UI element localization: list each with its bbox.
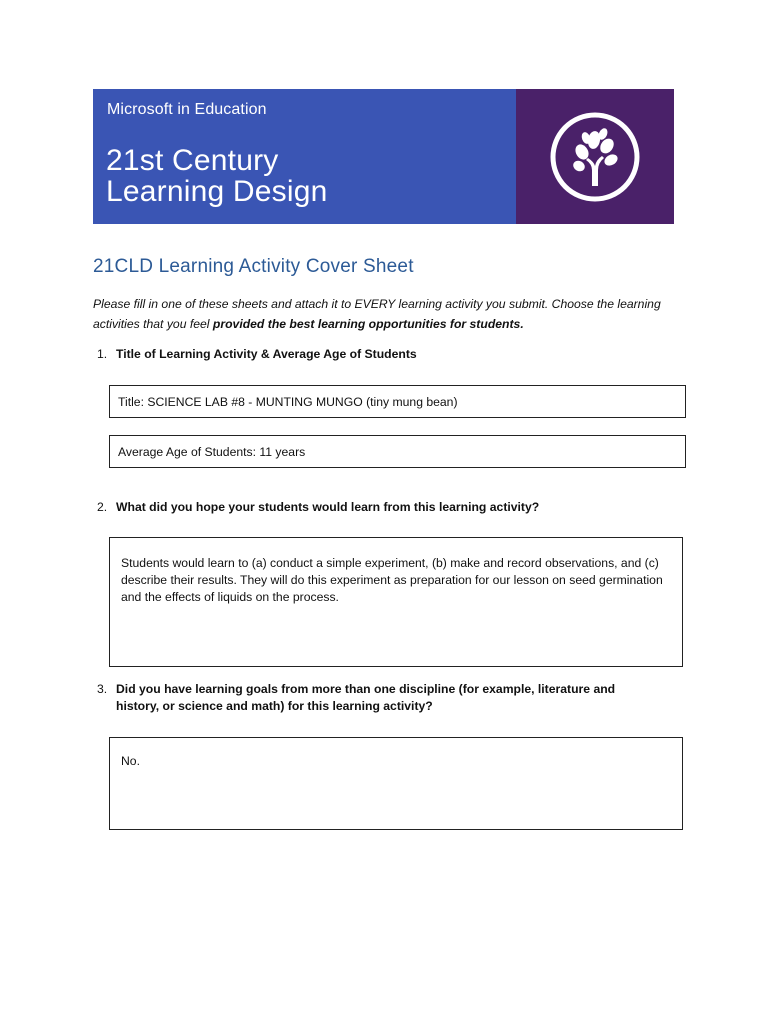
banner-logo-panel <box>516 89 674 224</box>
tree-circle-icon <box>548 110 642 204</box>
answer-learning-goals-field[interactable]: Students would learn to (a) conduct a simple experiment, (b) make and record observations, and (c) describe their results. They will do this experiment as preparation for our lesson on seed germination and the effects of liquids on the process. <box>109 537 683 667</box>
answer-disciplines-field[interactable]: No. <box>109 737 683 830</box>
question-2 <box>97 499 661 516</box>
question-number: 2. <box>97 500 108 514</box>
answer-title-field[interactable]: Title: SCIENCE LAB #8 - MUNTING MUNGO (tiny mung bean) <box>109 385 686 418</box>
answer-age-field[interactable]: Average Age of Students: 11 years <box>109 435 686 468</box>
question-text: Title of Learning Activity & Average Age of Students <box>116 347 417 361</box>
intro-text: Please fill in one of these sheets and attach it to EVERY learning activity you submit. Choose the learning activities that you feel <box>93 297 661 331</box>
question-1 <box>97 346 661 363</box>
banner-text-panel <box>93 89 516 224</box>
header-banner <box>93 89 674 224</box>
banner-title-line2: Learning Design <box>106 175 328 208</box>
question-number: 1. <box>97 347 108 361</box>
banner-title-line1: 21st Century <box>106 144 279 177</box>
intro-paragraph <box>93 294 683 334</box>
banner-subtitle: Microsoft in Education <box>107 101 267 118</box>
document-title: 21CLD Learning Activity Cover Sheet <box>93 256 414 277</box>
question-3 <box>97 681 661 715</box>
question-number: 3. <box>97 682 108 696</box>
intro-text-bold: provided the best learning opportunities for students. <box>212 317 524 331</box>
question-text: What did you hope your students would learn from this learning activity? <box>116 500 540 514</box>
banner-title <box>106 145 327 207</box>
question-text: Did you have learning goals from more than one discipline (for example, literature and history, or science and math) for this learning activity? <box>116 682 616 713</box>
